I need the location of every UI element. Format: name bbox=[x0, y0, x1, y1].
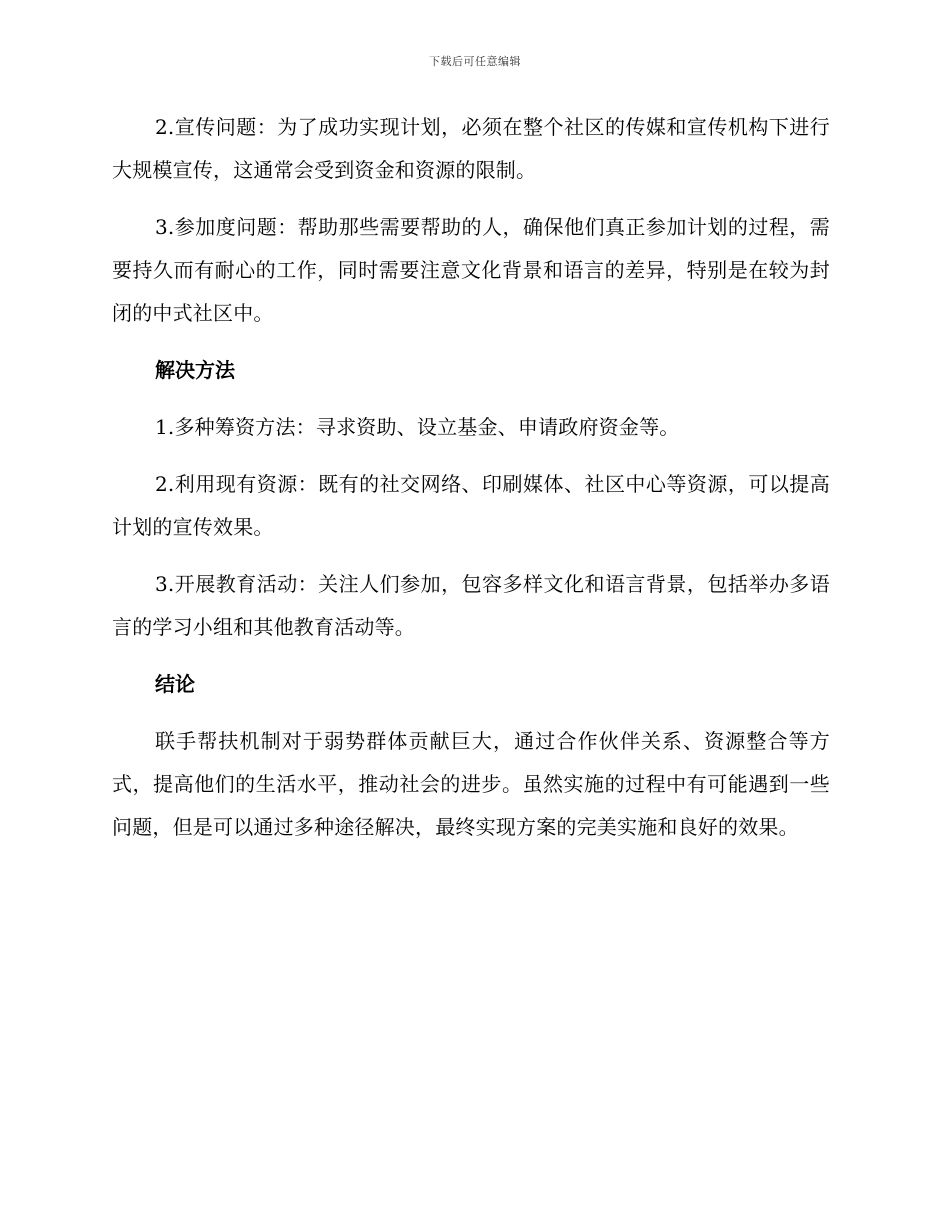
section-heading-conclusion: 结论 bbox=[155, 672, 195, 696]
document-body bbox=[112, 106, 830, 863]
paragraph-funding-methods: 1.多种筹资方法：寻求资助、设立基金、申请政府资金等。 bbox=[155, 415, 680, 439]
section-heading-solutions: 解决方法 bbox=[155, 358, 235, 382]
paragraph-existing-resources: 2.利用现有资源：既有的社交网络、印刷媒体、社区中心等资源，可以提高计划的宣传效果。 bbox=[112, 472, 830, 539]
paragraph-participation-issue: 3.参加度问题：帮助那些需要帮助的人，确保他们真正参加计划的过程，需要持久而有耐心的工作，同时需要注意文化背景和语言的差异，特别是在较为封闭的中式社区中。 bbox=[112, 215, 830, 325]
paragraph-conclusion: 联手帮扶机制对于弱势群体贡献巨大，通过合作伙伴关系、资源整合等方式，提高他们的生活水平，推动社会的进步。虽然实施的过程中有可能遇到一些问题，但是可以通过多种途径解决，最终实现方案的完美实施和良好的效果。 bbox=[112, 729, 830, 839]
paragraph-publicity-issue: 2.宣传问题：为了成功实现计划，必须在整个社区的传媒和宣传机构下进行大规模宣传，这通常会受到资金和资源的限制。 bbox=[112, 115, 830, 182]
page-header: 下载后可任意编辑 bbox=[429, 55, 521, 68]
paragraph-education-activities: 3.开展教育活动：关注人们参加，包容多样文化和语言背景，包括举办多语言的学习小组和其他教育活动等。 bbox=[112, 572, 830, 639]
